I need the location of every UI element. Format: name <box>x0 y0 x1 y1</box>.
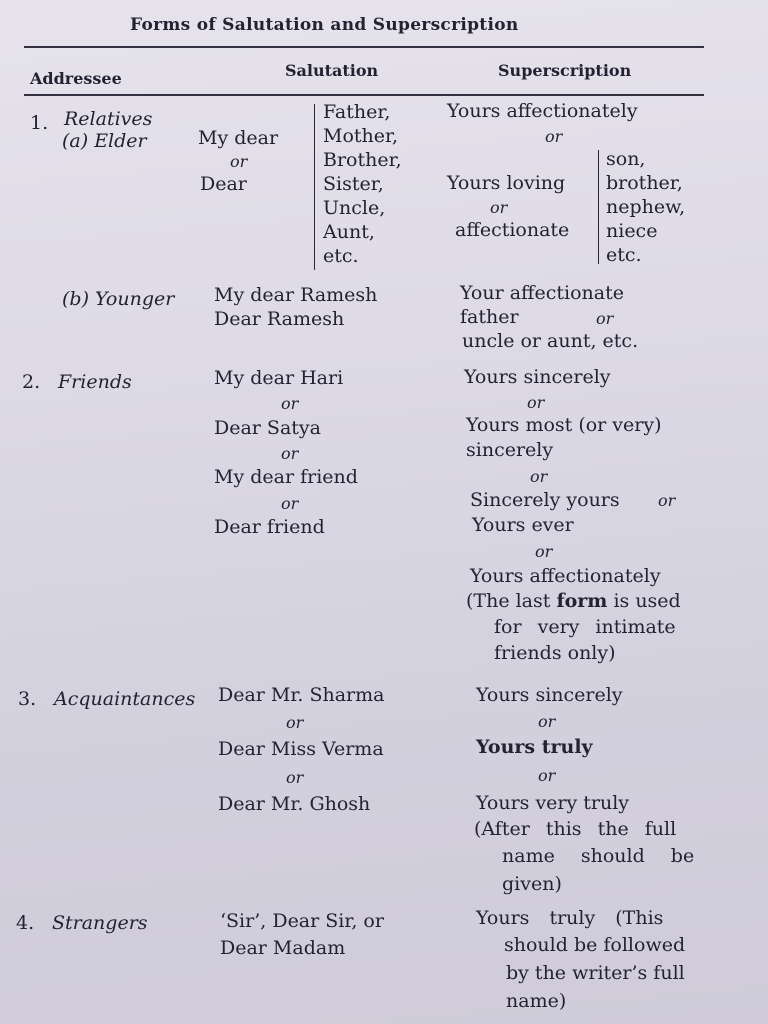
friends-sup-or: or <box>535 542 553 561</box>
acquaintances-salutation-or: or <box>286 713 304 732</box>
friends-sup-5: Yours affectionately <box>470 565 661 587</box>
elder-sup-loving: Yours loving <box>447 172 566 194</box>
younger-sup-3: uncle or aunt, etc. <box>462 330 639 352</box>
acquaintances-sup-or: or <box>538 766 556 785</box>
acquaintances-salutation-or: or <box>286 768 304 787</box>
friends-note-part: (The last <box>466 590 557 612</box>
friends-sup-3: Sincerely yours <box>470 489 620 511</box>
younger-sup-1: Your affectionate <box>460 282 624 304</box>
younger-sup-or: or <box>596 309 614 328</box>
relation-item: etc. <box>323 245 359 267</box>
friends-salutation: Dear Satya <box>214 417 321 439</box>
younger-salutation-2: Dear Ramesh <box>214 308 345 330</box>
friends-number: 2. <box>22 371 41 393</box>
younger-salutation-1: My dear Ramesh <box>214 284 378 306</box>
kin-brace <box>598 150 599 264</box>
header-superscription: Superscription <box>498 61 632 80</box>
friends-salutation-or: or <box>281 394 299 413</box>
relation-item: Uncle, <box>323 197 386 219</box>
friends-sup-2: Yours most (or very) <box>466 414 662 436</box>
friends-sup-or: or <box>530 467 548 486</box>
strangers-note-4: name) <box>506 990 567 1012</box>
acquaintances-note-1: (After this the full <box>474 818 677 840</box>
strangers-label: Strangers <box>52 912 148 934</box>
acquaintances-sup-1: Yours sincerely <box>476 684 623 706</box>
elder-sup-affectionate: affectionate <box>455 219 570 241</box>
relatives-label: Relatives <box>64 108 153 130</box>
relation-item: Brother, <box>323 149 402 171</box>
younger-sup-father: father <box>460 306 519 328</box>
header-bottom-rule <box>24 94 704 96</box>
friends-label: Friends <box>58 371 132 393</box>
friends-salutation: My dear friend <box>214 466 358 488</box>
elder-salutation-dear: Dear <box>200 173 247 195</box>
friends-salutation: My dear Hari <box>214 367 344 389</box>
acquaintances-sup-3: Yours very truly <box>476 792 630 814</box>
kin-item: etc. <box>606 244 642 266</box>
kin-item: niece <box>606 220 658 242</box>
friends-note-line-2: for very intimate <box>494 616 676 638</box>
strangers-salutation-1: ‘Sir’, Dear Sir, or <box>220 910 384 932</box>
acquaintances-sup-2: Yours truly <box>476 736 593 758</box>
kin-item: brother, <box>606 172 683 194</box>
friends-salutation-or: or <box>281 494 299 513</box>
acquaintances-note-2: name should be <box>502 845 695 867</box>
acquaintances-label: Acquaintances <box>54 688 196 710</box>
elder-salutation-my-dear: My dear <box>198 127 279 149</box>
acquaintances-salutation: Dear Mr. Sharma <box>218 684 385 706</box>
strangers-note-3: by the writer’s full <box>506 962 685 984</box>
friends-salutation: Dear friend <box>214 516 325 538</box>
friends-note-part: is used <box>607 590 681 612</box>
friends-note-line-3: friends only) <box>494 642 616 664</box>
relation-item: Sister, <box>323 173 384 195</box>
strangers-salutation-2: Dear Madam <box>220 937 346 959</box>
relations-brace <box>314 104 315 270</box>
friends-sup-or: or <box>658 491 676 510</box>
friends-sup-4: Yours ever <box>472 514 574 536</box>
friends-sup-or: or <box>527 393 545 412</box>
elder-label: (a) Elder <box>62 130 147 152</box>
strangers-number: 4. <box>16 912 35 934</box>
relation-item: Aunt, <box>323 221 375 243</box>
friends-note-line-1 <box>466 590 681 612</box>
header-top-rule <box>24 46 704 48</box>
elder-sup-or-2: or <box>490 198 508 217</box>
acquaintances-salutation: Dear Miss Verma <box>218 738 384 760</box>
elder-sup-or-1: or <box>545 127 563 146</box>
elder-sup-affectionately: Yours affectionately <box>447 100 638 122</box>
relation-item: Mother, <box>323 125 399 147</box>
acquaintances-note-3: given) <box>502 873 562 895</box>
header-salutation: Salutation <box>285 61 379 80</box>
strangers-note-2: should be followed <box>504 934 686 956</box>
acquaintances-sup-or: or <box>538 712 556 731</box>
relation-item: Father, <box>323 101 391 123</box>
relatives-number: 1. <box>30 112 49 134</box>
elder-salutation-or: or <box>230 152 248 171</box>
page-title: Forms of Salutation and Superscription <box>130 15 519 35</box>
acquaintances-salutation: Dear Mr. Ghosh <box>218 793 371 815</box>
acquaintances-number: 3. <box>18 688 37 710</box>
younger-label: (b) Younger <box>62 288 175 310</box>
header-addressee: Addressee <box>30 69 122 88</box>
kin-item: son, <box>606 148 646 170</box>
strangers-note-1: Yours truly (This <box>476 907 664 929</box>
friends-sup-1: Yours sincerely <box>464 366 611 388</box>
friends-sup-2b: sincerely <box>466 439 554 461</box>
kin-item: nephew, <box>606 196 686 218</box>
friends-salutation-or: or <box>281 444 299 463</box>
friends-note-form: form <box>556 590 608 612</box>
